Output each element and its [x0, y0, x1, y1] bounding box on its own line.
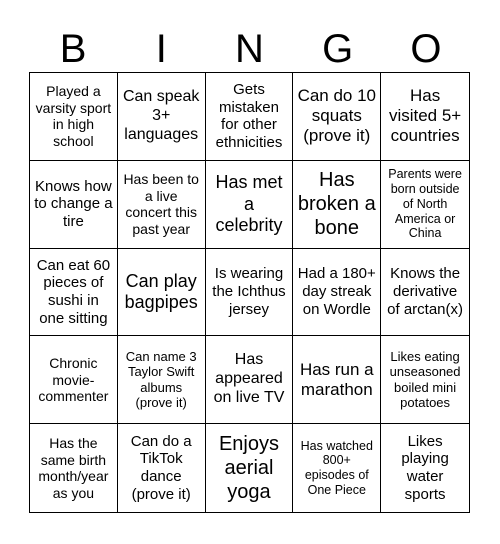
header-letter-o: O — [410, 27, 442, 71]
header-letter-n: N — [235, 27, 264, 71]
header-letter-i: I — [155, 27, 167, 71]
header-letter-b: B — [59, 27, 87, 71]
bingo-cell-r2c3[interactable]: Has met a celebrity — [206, 161, 294, 249]
bingo-cell-r3c3[interactable]: Is wearing the Ichthus jersey — [206, 249, 294, 337]
bingo-cell-r4c2[interactable]: Can name 3 Taylor Swift albums (prove it) — [118, 336, 206, 424]
bingo-cell-r1c4[interactable]: Can do 10 squats (prove it) — [293, 73, 381, 161]
bingo-cell-r4c3[interactable]: Has appeared on live TV — [206, 336, 294, 424]
bingo-cell-r5c4[interactable]: Has watched 800+ episodes of One Piece — [293, 424, 381, 512]
bingo-cell-r4c4[interactable]: Has run a marathon — [293, 336, 381, 424]
bingo-cell-r1c1[interactable]: Played a varsity sport in high school — [30, 73, 118, 161]
bingo-cell-r1c5[interactable]: Has visited 5+ countries — [381, 73, 469, 161]
bingo-cell-r2c2[interactable]: Has been to a live concert this past year — [118, 161, 206, 249]
bingo-board — [29, 72, 470, 513]
bingo-header — [29, 26, 470, 72]
bingo-cell-r3c4[interactable]: Had a 180+ day streak on Wordle — [293, 249, 381, 337]
bingo-cell-r2c4[interactable]: Has broken a bone — [293, 161, 381, 249]
bingo-cell-r5c1[interactable]: Has the same birth month/year as you — [30, 424, 118, 512]
bingo-cell-r5c3[interactable]: Enjoys aerial yoga — [206, 424, 294, 512]
bingo-cell-r1c3[interactable]: Gets mistaken for other ethnicities — [206, 73, 294, 161]
bingo-cell-r2c5[interactable]: Parents were born outside of North America or China — [381, 161, 469, 249]
bingo-cell-r3c1[interactable]: Can eat 60 pieces of sushi in one sitting — [30, 249, 118, 337]
header-letter-g: G — [322, 27, 354, 71]
bingo-cell-r3c5[interactable]: Knows the derivative of arctan(x) — [381, 249, 469, 337]
bingo-cell-r4c1[interactable]: Chronic movie-commenter — [30, 336, 118, 424]
bingo-cell-r4c5[interactable]: Likes eating unseasoned boiled mini potatoes — [381, 336, 469, 424]
bingo-cell-r3c2[interactable]: Can play bagpipes — [118, 249, 206, 337]
bingo-cell-r5c2[interactable]: Can do a TikTok dance (prove it) — [118, 424, 206, 512]
bingo-cell-r1c2[interactable]: Can speak 3+ languages — [118, 73, 206, 161]
bingo-cell-r2c1[interactable]: Knows how to change a tire — [30, 161, 118, 249]
bingo-cell-r5c5[interactable]: Likes playing water sports — [401, 432, 449, 503]
